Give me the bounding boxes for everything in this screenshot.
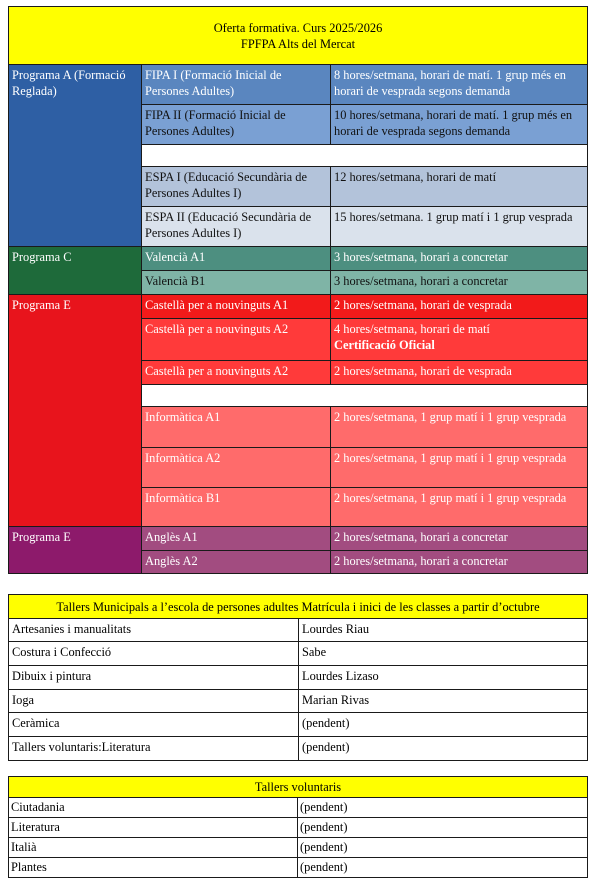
program-e-label: Programa E — [9, 295, 142, 527]
schedule-cell: 2 hores/setmana, horari a concretar — [331, 551, 588, 574]
course-cell: Castellà per a nouvinguts A2 — [142, 319, 331, 361]
teacher-cell: (pendent) — [298, 858, 588, 878]
program-e2-label: Programa E — [9, 527, 142, 574]
workshop-cell: Artesanies i manualitats — [9, 619, 299, 642]
workshop-cell: Ioga — [9, 690, 299, 713]
municipal-table — [8, 594, 588, 761]
course-cell: Anglès A1 — [142, 527, 331, 551]
workshop-cell: Italià — [9, 838, 298, 858]
workshop-cell: Costura i Confecció — [9, 642, 299, 666]
program-c-label: Programa C — [9, 247, 142, 295]
workshop-cell: Tallers voluntaris:Literatura — [9, 737, 299, 761]
teacher-cell: Sabe — [299, 642, 588, 666]
course-cell: Castellà per a nouvinguts A1 — [142, 295, 331, 319]
schedule-cell: 3 hores/setmana, horari a concretar — [331, 247, 588, 271]
schedule-cell: 8 hores/setmana, horari de matí. 1 grup més en horari de vesprada segons demanda — [331, 65, 588, 105]
schedule-cell — [331, 319, 588, 361]
blank-row — [142, 385, 588, 407]
course-cell: ESPA I (Educació Secundària de Persones Adultes I) — [142, 167, 331, 207]
teacher-cell: (pendent) — [298, 838, 588, 858]
course-cell: Informàtica A2 — [142, 448, 331, 488]
schedule-cell: 12 hores/setmana, horari de matí — [331, 167, 588, 207]
blank-row — [142, 145, 588, 167]
voluntary-title: Tallers voluntaris — [9, 777, 588, 798]
workshop-cell: Dibuix i pintura — [9, 666, 299, 690]
course-cell: FIPA I (Formació Inicial de Persones Adultes) — [142, 65, 331, 105]
teacher-cell: (pendent) — [298, 798, 588, 818]
schedule-cell: 2 hores/setmana, 1 grup matí i 1 grup vesprada — [331, 448, 588, 488]
workshop-cell: Ceràmica — [9, 713, 299, 737]
schedule-cell: 2 hores/setmana, horari de vesprada — [331, 295, 588, 319]
offer-table — [8, 6, 588, 574]
teacher-cell: Lourdes Lizaso — [299, 666, 588, 690]
workshop-cell: Ciutadania — [9, 798, 298, 818]
offer-title-line2: FPFPA Alts del Mercat — [240, 36, 356, 51]
program-a-label: Programa A (Formació Reglada) — [9, 65, 142, 247]
workshop-cell: Literatura — [9, 818, 298, 838]
schedule-cell: 2 hores/setmana, horari de vesprada — [331, 361, 588, 385]
course-cell: Valencià A1 — [142, 247, 331, 271]
course-cell: Valencià B1 — [142, 271, 331, 295]
workshop-cell: Plantes — [9, 858, 298, 878]
schedule-cell: 2 hores/setmana, 1 grup matí i 1 grup vesprada — [331, 407, 588, 448]
offer-title — [9, 7, 588, 65]
teacher-cell: Marian Rivas — [299, 690, 588, 713]
schedule-cell: 10 hores/setmana, horari de matí. 1 grup més en horari de vesprada segons demanda — [331, 105, 588, 145]
teacher-cell: (pendent) — [298, 818, 588, 838]
course-cell: Castellà per a nouvinguts A2 — [142, 361, 331, 385]
teacher-cell: Lourdes Riau — [299, 619, 588, 642]
schedule-cell: 15 hores/setmana. 1 grup matí i 1 grup vesprada — [331, 207, 588, 247]
schedule-cell: 2 hores/setmana, 1 grup matí i 1 grup vesprada — [331, 488, 588, 527]
course-cell: Informàtica B1 — [142, 488, 331, 527]
offer-title-line1: Oferta formativa. Curs 2025/2026 — [213, 20, 383, 35]
course-cell: Informàtica A1 — [142, 407, 331, 448]
teacher-cell: (pendent) — [299, 737, 588, 761]
teacher-cell: (pendent) — [299, 713, 588, 737]
certification-note: Certificació Oficial — [334, 338, 435, 352]
schedule-text: 4 hores/setmana, horari de matí — [334, 322, 490, 336]
voluntary-table — [8, 776, 588, 878]
course-cell: ESPA II (Educació Secundària de Persones Adultes I) — [142, 207, 331, 247]
schedule-cell: 3 hores/setmana, horari a concretar — [331, 271, 588, 295]
schedule-cell: 2 hores/setmana, horari a concretar — [331, 527, 588, 551]
municipal-title: Tallers Municipals a l’escola de persones adultes Matrícula i inici de les classes a partir d’octubre — [9, 595, 588, 619]
course-cell: Anglès A2 — [142, 551, 331, 574]
course-cell: FIPA II (Formació Inicial de Persones Adultes) — [142, 105, 331, 145]
